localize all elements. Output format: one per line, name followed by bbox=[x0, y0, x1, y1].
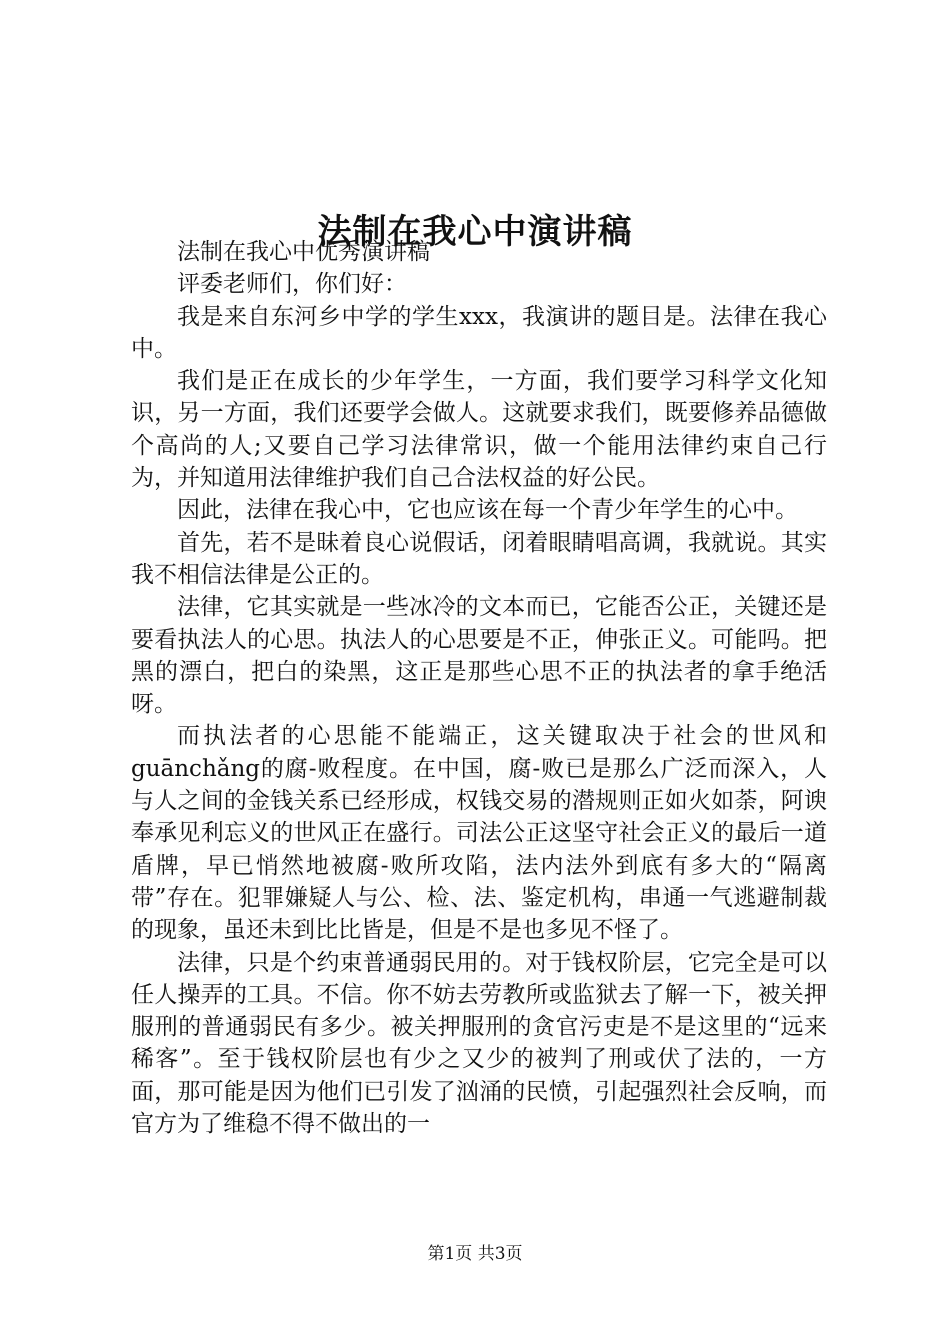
paragraph: 而执法者的心思能不能端正，这关键取决于社会的世风和guānchǎng的腐-败程度。在中国，腐-败已是那么广泛而深入，人与人之间的金钱关系已经形成，权钱交易的潜规则正如火如荼，阿谀奉承见利忘义的世风正在盛行。司法公正这坚守社会正义的最后一道盾牌，早已悄然地被腐-败所攻陷，法内法外到底有多大的“隔离带”存在。犯罪嫌疑人与公、检、法、鉴定机构，串通一气逃避制裁的现象，虽还未到比比皆是，但是不是也多见不怪了。 bbox=[131, 723, 827, 944]
document-title: 法制在我心中演讲稿 bbox=[317, 211, 633, 252]
paragraph: 法律，它其实就是一些冰冷的文本而已，它能否公正，关键还是要看执法人的心思。执法人的心思要是不正，伸张正义。可能吗。把黑的漂白，把白的染黑，这正是那些心思不正的执法者的拿手绝活呀。 bbox=[131, 594, 827, 718]
paragraph: 法律，只是个约束普通弱民用的。对于钱权阶层，它完全是可以任人操弄的工具。不信。你不妨去劳教所或监狱去了解一下，被关押服刑的普通弱民有多少。被关押服刑的贪官污吏是不是这里的“远来稀客”。至于钱权阶层也有少之又少的被判了刑或伏了法的，一方面，那可能是因为他们已引发了汹涌的民愤，引起强烈社会反响，而官方为了维稳不得不做出的一 bbox=[131, 949, 827, 1138]
paragraph: 我们是正在成长的少年学生，一方面，我们要学习科学文化知识，另一方面，我们还要学会做人。这就要求我们，既要修养品德做个高尚的人;又要自己学习法律常识，做一个能用法律约束自己行为，并知道用法律维护我们自己合法权益的好公民。 bbox=[131, 368, 827, 492]
page-number: 第1页 共3页 bbox=[427, 1244, 523, 1264]
document-body bbox=[131, 236, 827, 1140]
paragraph: 我是来自东河乡中学的学生xxx，我演讲的题目是。法律在我心中。 bbox=[131, 303, 827, 362]
paragraph: 因此，法律在我心中，它也应该在每一个青少年学生的心中。 bbox=[177, 497, 798, 524]
paragraph: 首先，若不是昧着良心说假话，闭着眼睛唱高调，我就说。其实我不相信法律是公正的。 bbox=[131, 529, 827, 588]
paragraph-subtitle: 法制在我心中优秀演讲稿 bbox=[177, 239, 430, 265]
paragraph-greeting: 评委老师们，你们好： bbox=[177, 271, 407, 298]
